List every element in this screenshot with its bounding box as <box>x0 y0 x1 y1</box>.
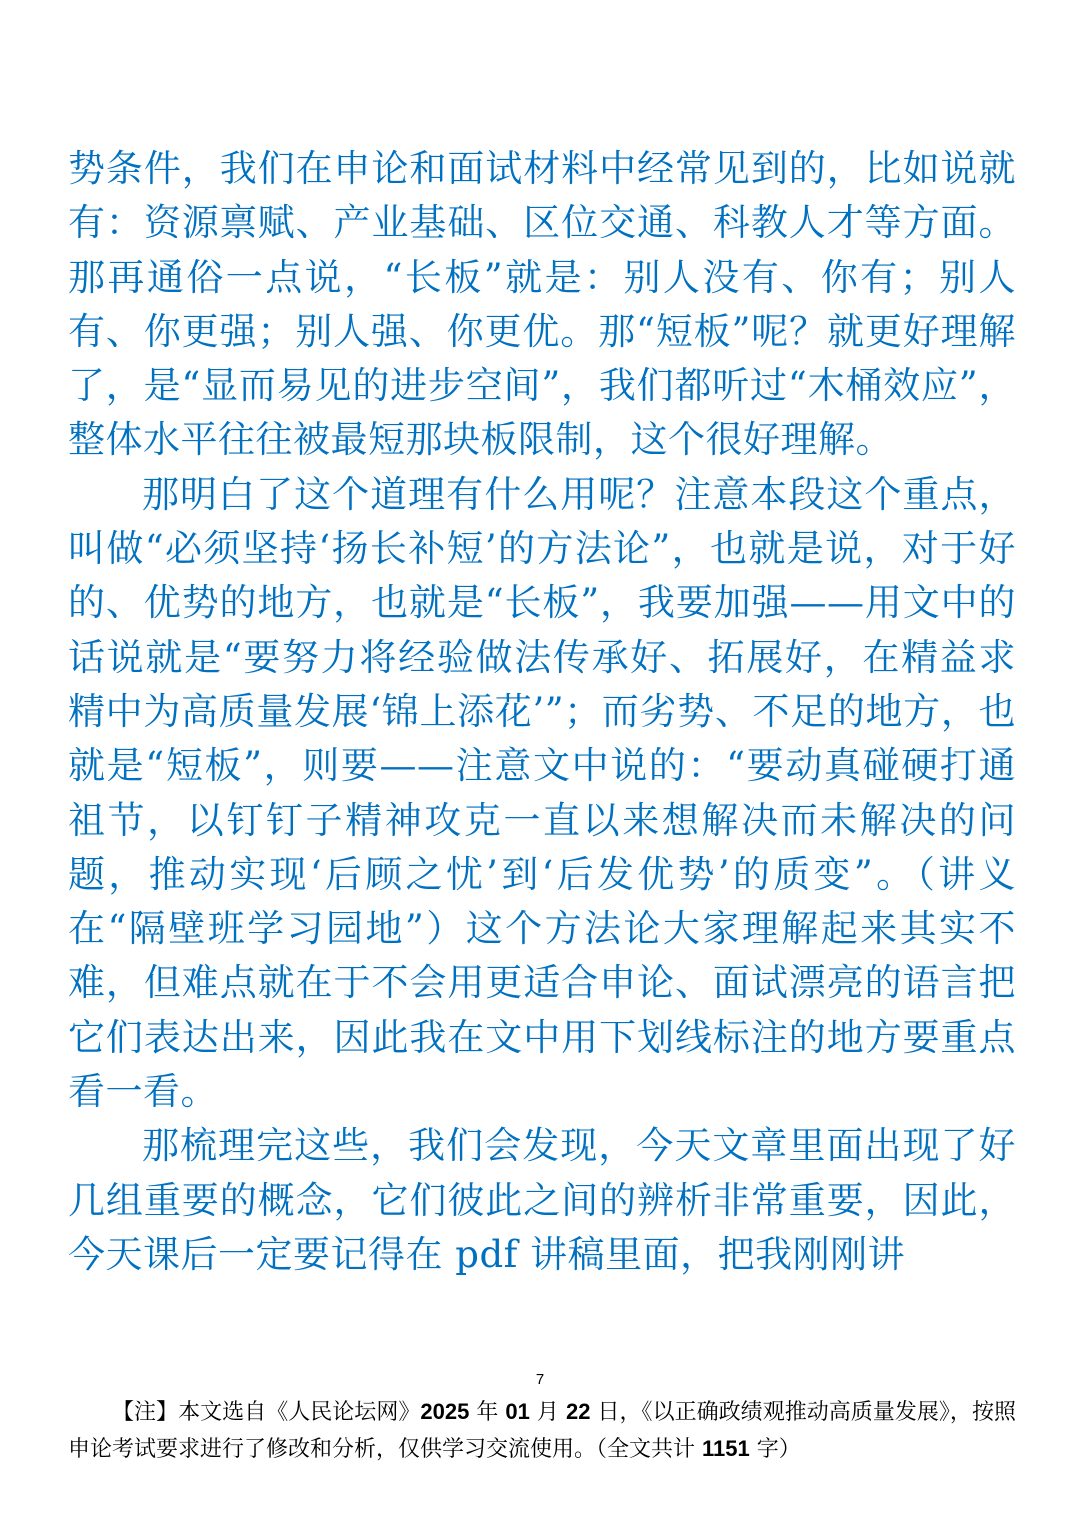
footer-label: 【注】 <box>112 1400 179 1425</box>
footer-source: 本文选自《人民论坛网》 <box>178 1400 421 1425</box>
footer-description: 日，《以正确政绩观推动高质量发展》，按照申论考试要求进行了修改和分析，仅供学习交流使用。（全文共计 <box>68 1400 1016 1462</box>
footer-end: 字） <box>749 1437 801 1462</box>
footer-year: 2025 <box>420 1399 470 1424</box>
footer-note <box>68 1394 1016 1468</box>
paragraph-continuation: 势条件，我们在申论和面试材料中经常见到的，比如说就有：资源禀赋、产业基础、区位交通、科教人才等方面。那再通俗一点说，“长板”就是：别人没有、你有；别人有、你更强；别人强、你更优。那“短板”呢？就更好理解了，是“显而易见的进步空间”，我们都听过“木桶效应”，整体水平往往被最短那块板限制，这个很好理解。 <box>68 147 1016 462</box>
footer-month: 01 <box>505 1399 530 1424</box>
footer-word-count: 1151 <box>702 1436 750 1461</box>
footer-day: 22 <box>565 1399 591 1424</box>
page-number: 7 <box>535 1371 545 1388</box>
paragraph-summary: 那梳理完这些，我们会发现，今天文章里面出现了好几组重要的概念，它们彼此之间的辨析非常重要，因此，今天课后一定要记得在 pdf 讲稿里面，把我刚刚讲 <box>68 1124 1016 1276</box>
article-body <box>68 142 1016 1282</box>
paragraph-method: 那明白了这个道理有什么用呢？注意本段这个重点，叫做“必须坚持‘扬长补短’的方法论”，也就是说，对于好的、优势的地方，也就是“长板”，我要加强——用文中的话说就是“要努力将经验做法传承好、拓展好，在精益求精中为高质量发展‘锦上添花’”；而劣势、不足的地方，也就是“短板”，则要——注意文中说的：“要动真碰硬打通祖节，以钉钉子精神攻克一直以来想解决而未解决的问题，推动实现‘后顾之忧’到‘后发优势’的质变”。（讲义在“隔壁班学习园地”）这个方法论大家理解起来其实不难，但难点就在于不会用更适合申论、面试漂亮的语言把它们表达出来，因此我在文中用下划线标注的地方要重点看一看。 <box>68 472 1016 1114</box>
footer-month-unit: 月 <box>529 1400 566 1425</box>
footer-year-unit: 年 <box>469 1400 506 1425</box>
